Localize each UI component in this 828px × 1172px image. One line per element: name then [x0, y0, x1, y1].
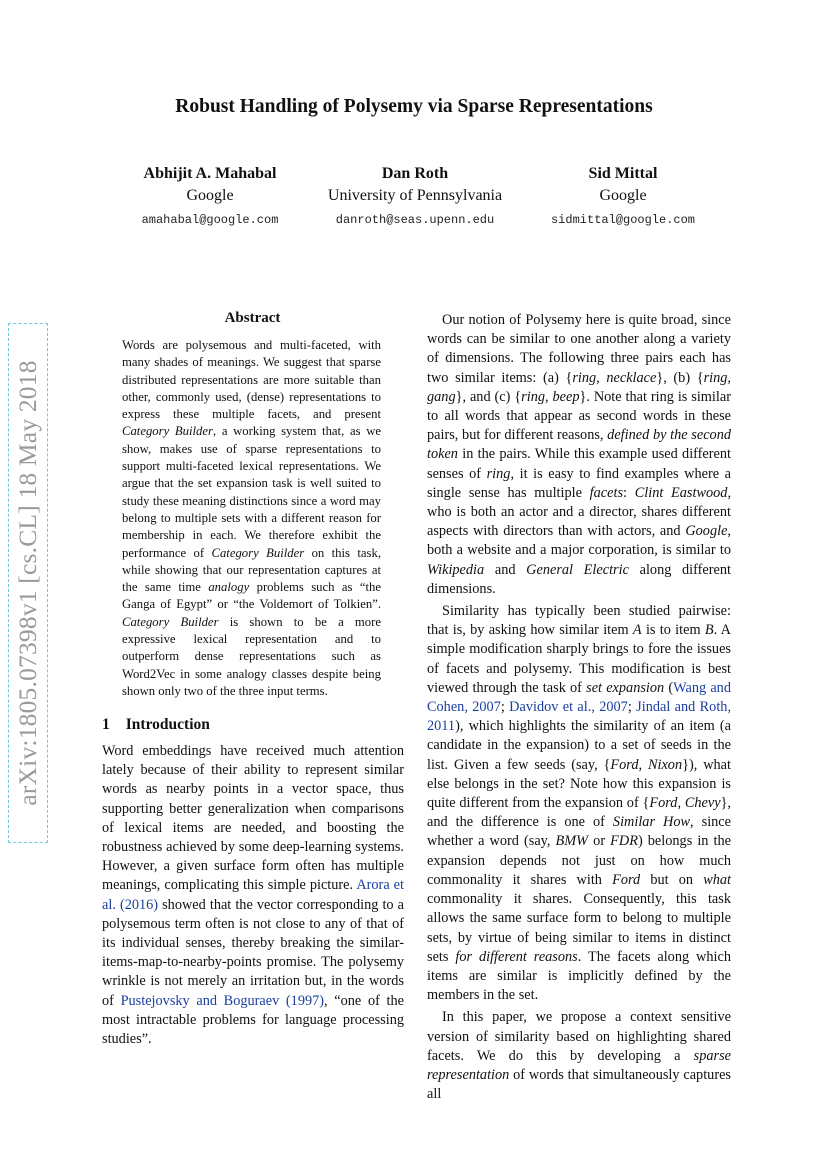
author-affiliation: Google [599, 187, 647, 204]
text-run: Words are polysemous and multi-faceted, with many shades of meanings. We suggest that sparse distributed representations are more suitable than other, commonly used, (dense) representations to express these multiple facets, and present [122, 338, 381, 422]
author-affiliation: Google [186, 187, 234, 204]
italic-term: A [632, 622, 642, 639]
italic-term: Category Builder [211, 545, 305, 560]
text-run: }, and the difference is one of [427, 795, 731, 831]
text-run: ) belongs in the expansion depends not just on how much commonality it shares with [427, 833, 731, 888]
author-name: Sid Mittal [588, 165, 658, 182]
text-run: In this paper, we propose a context sensitive version of similarity based on highlighting shared facets. We do this by developing a [427, 1009, 731, 1064]
author-affiliation: University of Pennsylvania [327, 187, 503, 204]
text-run: . A simple modification sharply brings to fore the issues of facets and polysemy. This modification is best viewed through the task of [427, 622, 732, 696]
author-email: amahabal@google.com [141, 213, 279, 227]
text-run: ( [664, 679, 674, 696]
body-paragraph [427, 602, 731, 1005]
text-run: of words that simultaneously captures all [427, 1066, 731, 1103]
author-block [493, 163, 753, 231]
section-number: 1 [102, 716, 110, 733]
italic-term: Google [685, 523, 728, 540]
author-email: sidmittal@google.com [550, 213, 696, 227]
citation-link[interactable]: Arora et al. (2016) [102, 877, 404, 913]
text-run: }), what else belongs in the set? Note how this expansion is quite different from the expansion of { [427, 756, 731, 812]
text-run: is to item [641, 622, 705, 639]
italic-term: ring, necklace [572, 369, 657, 386]
text-run: }, and (c) { [455, 388, 522, 405]
right-column-body [427, 311, 731, 1107]
text-run: , a working system that, as we show, makes use of sparse representations to support multi-faceted lexical representations. We argue that the set expansion task is well suited to study these meaning distinctions since a word may belong to multiple sets with a different reason for membership in each. We therefore exhibit the performance of [122, 424, 381, 560]
arxiv-stamp [8, 323, 48, 843]
italic-term: for different reasons [455, 948, 578, 965]
text-run: : [623, 484, 635, 501]
italic-term: Category Builder [122, 424, 213, 439]
text-run: Similarity has typically been studied pairwise: that is, by asking how similar item [427, 603, 731, 639]
citation-link[interactable]: Pustejovsky and Boguraev (1997) [120, 992, 325, 1009]
abstract-heading: Abstract [224, 310, 281, 326]
text-run: is shown to be a more expressive lexical representation and to outperform dense representations such as Word2Vec in some analogy classes despite being shown only two of the three input terms. [122, 614, 382, 698]
italic-term: set expansion [586, 679, 665, 696]
italic-term: B [704, 622, 714, 639]
italic-term: what [703, 871, 731, 888]
text-run: }. Note that ring is similar to all words that appear as second words in these pairs, but for different reasons, [427, 388, 731, 444]
paper-title: Robust Handling of Polysemy via Sparse Representations [175, 96, 653, 117]
author-name: Dan Roth [381, 165, 449, 182]
text-run: Our notion of Polysemy here is quite broad, since words can be similar to one another along a variety of dimensions. The following three pairs each has two similar items: (a) { [427, 312, 731, 386]
text-run: ), which highlights the similarity of an item (a candidate in the expansion) to a set of seeds in the list. Given a few seeds (say, { [427, 718, 731, 773]
italic-term: Ford, Nixon [610, 756, 683, 773]
text-run: Word embeddings have received much attention lately because of their ability to represent similar words as nearby points in a vector space, thus supporting better generalization when comparisons of lexical items are needed, and boosting the robustness achieved by some deep-learning systems. However, a given surface form often has multiple meanings, complicating this simple picture. [102, 743, 404, 894]
italic-term: BMW [555, 833, 589, 850]
text-run: }, (b) { [656, 369, 704, 386]
text-run: or [588, 833, 611, 850]
italic-term: ring [486, 465, 511, 482]
text-run: and [484, 561, 527, 578]
italic-term: Similar How [612, 814, 691, 831]
abstract-paragraph [122, 337, 381, 700]
intro-body [102, 742, 404, 1049]
italic-term: ring, beep [521, 388, 580, 405]
text-run: ; [627, 699, 637, 716]
body-paragraph [427, 311, 731, 599]
citation-link[interactable]: Davidov et al., 2007 [509, 699, 628, 716]
intro-paragraph [102, 742, 404, 1049]
author-email: danroth@seas.upenn.edu [335, 213, 495, 227]
italic-term: General Electric [526, 561, 629, 578]
text-run: on this task, while showing that our representation captures at the same time [122, 545, 382, 595]
arxiv-identifier: arXiv:1805.07398v1 [cs.CL] 18 May 2018 [13, 360, 42, 806]
text-run: , both a website and a major corporation, is similar to [427, 523, 731, 559]
author-name: Abhijit A. Mahabal [143, 165, 277, 182]
italic-term: Ford [612, 871, 641, 888]
body-paragraph [427, 1008, 731, 1104]
text-run: , since whether a word (say, [427, 814, 732, 850]
text-run: . The facets along which items are similar is implicitly defined by the members in the set. [427, 948, 731, 1004]
citation-link[interactable]: Jindal and Roth, 2011 [427, 699, 732, 735]
citation-link[interactable]: Wang and Cohen, 2007 [427, 679, 731, 716]
abstract-body [122, 337, 381, 700]
italic-term: defined by the second token [427, 427, 731, 463]
text-run: ; [500, 699, 510, 716]
text-run: , who is both an actor and a director, shares different aspects with directors than with actors, and [427, 484, 732, 540]
text-run: along different dimensions. [427, 561, 731, 597]
italic-term: Ford, Chevy [649, 795, 721, 812]
text-run: commonality it shares. Consequently, this task allows the same surface form to belong to multiple sets, by virtue of being similar to items in distinct sets [427, 891, 731, 965]
text-run: problems such as “the Ganga of Egypt” or “the Voldemort of Tolkien”. [122, 580, 381, 612]
italic-term: FDR [610, 833, 638, 850]
text-run: , “one of the most intractable problems for language processing studies”. [102, 992, 404, 1048]
section-title: Introduction [125, 716, 210, 733]
italic-term: analogy [208, 580, 250, 595]
text-run: but on [640, 871, 704, 888]
text-run: in the pairs. While this example used different senses of [427, 446, 731, 482]
italic-term: Category Builder [122, 614, 219, 629]
italic-term: Clint Eastwood [634, 484, 728, 501]
italic-term: Wikipedia [427, 561, 485, 578]
italic-term: facets [589, 484, 624, 501]
section-heading [102, 716, 210, 734]
text-run: , it is easy to find examples where a single sense has multiple [427, 465, 731, 501]
text-run: showed that the vector corresponding to a polysemous term often is not close to any of that of its individual senses, thereby breaking the similar-items-map-to-nearby-points promise. The polysemy wrinkle is not merely an irritation but, in the words of [102, 896, 404, 1009]
italic-term: ring, gang [427, 369, 731, 405]
italic-term: sparse representation [427, 1047, 731, 1083]
